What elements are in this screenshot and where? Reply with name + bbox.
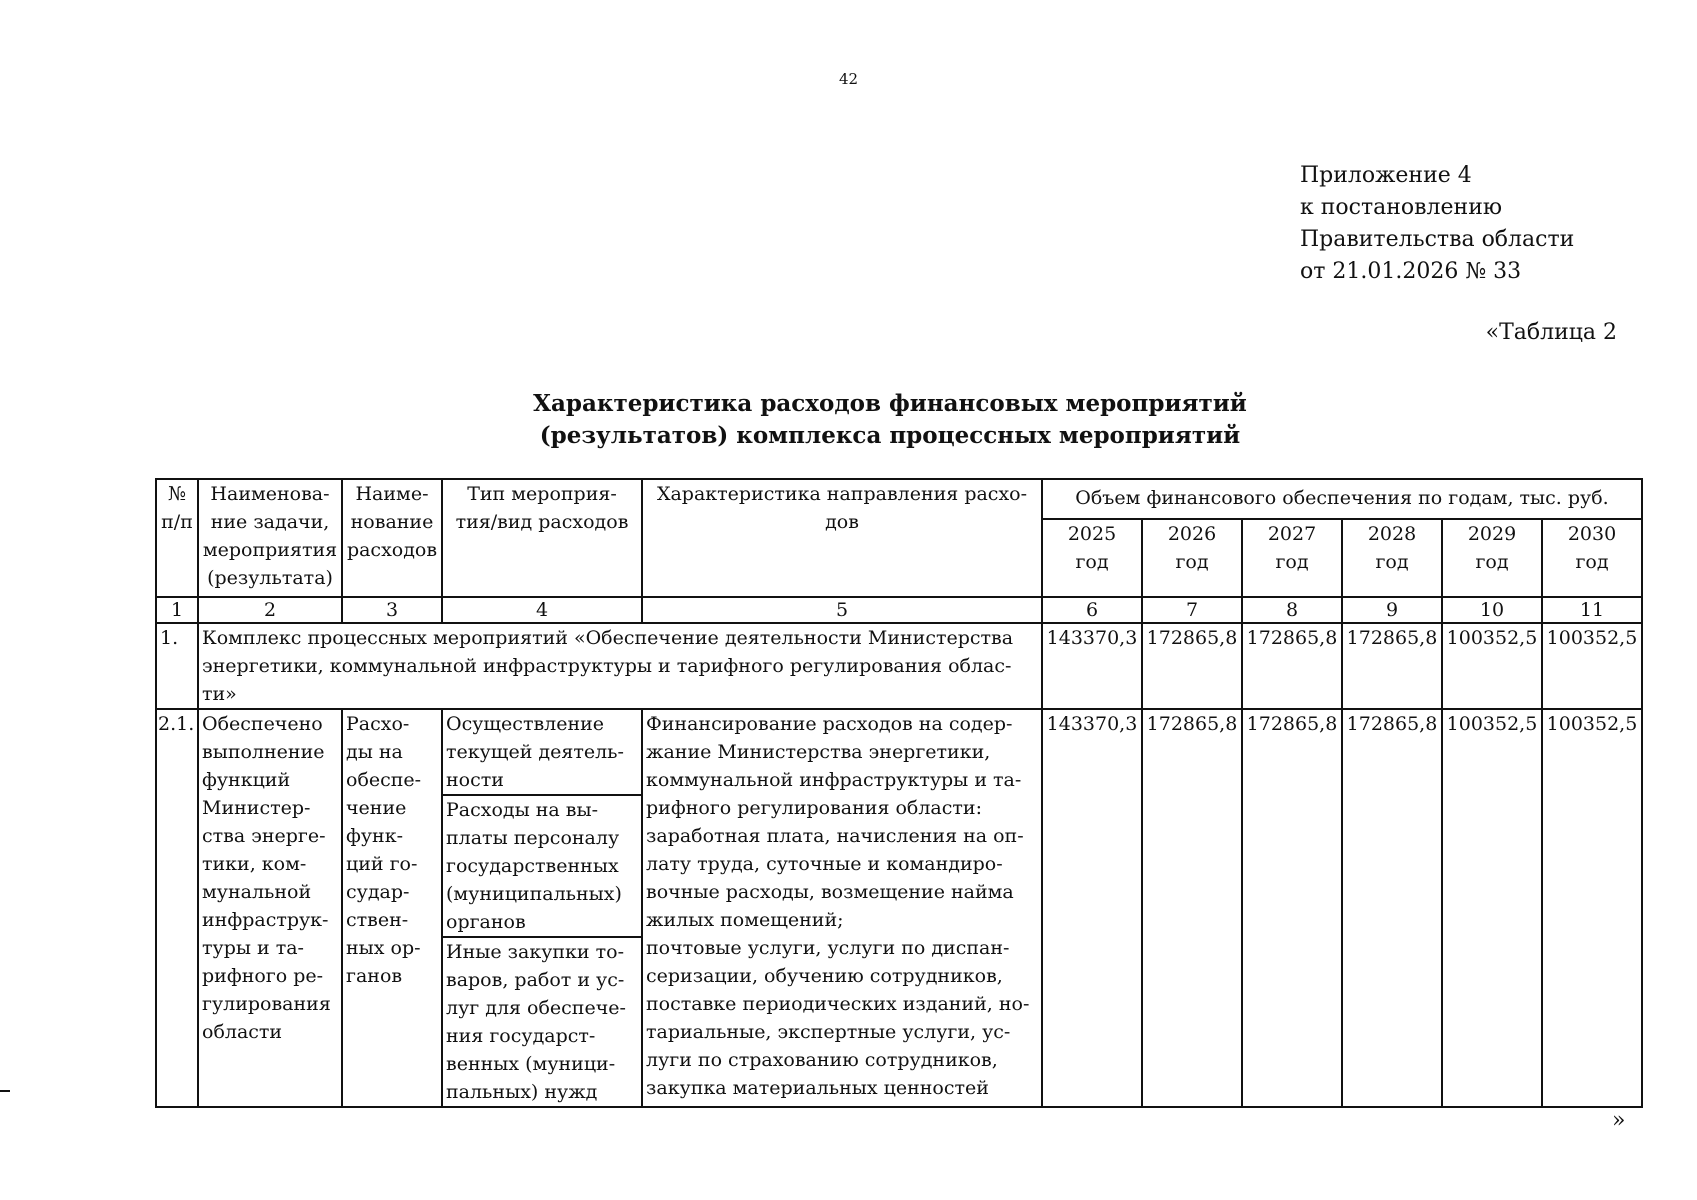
column-number: 2 (198, 597, 342, 623)
expense-characteristic: Финансирование расходов на содер- жание Министерства энергетики, коммунальной инфраструктуры и та- рифного регулирования области: заработная плата, начисления на оп- лату труда, суточные и командиро- вочные расходы, возмещение найма жилых помещений; почтовые услуги, услуги по диспан- серизации, обучению сотрудников, поставке периодических изданий, но- тариальные, экспертные услуги, ус- луги по страхованию сотрудников, закупка материальных ценностей (642, 709, 1042, 1107)
header-characteristic: Характеристика направления расхо- дов (642, 479, 1042, 597)
header-type: Тип мероприя- тия/вид расходов (442, 479, 642, 597)
column-number: 8 (1242, 597, 1342, 623)
header-year: 2025 год (1042, 519, 1142, 597)
table-row-task (156, 709, 1642, 1107)
column-number: 10 (1442, 597, 1542, 623)
value-cell: 100352,5 (1442, 623, 1542, 709)
header-year: 2027 год (1242, 519, 1342, 597)
header-year: 2026 год (1142, 519, 1242, 597)
appendix-block (1300, 160, 1574, 288)
header-expense-name: Наиме- нование расходов (342, 479, 442, 597)
task-name: Обеспечено выполнение функций Министер- ства энерге- тики, ком- мунальной инфраструк- туры и та- рифного ре- гулирования области (198, 709, 342, 1107)
column-number: 4 (442, 597, 642, 623)
column-number-row (156, 597, 1642, 623)
appendix-line: к постановлению (1300, 195, 1503, 220)
appendix-line: Правительства области (1300, 227, 1575, 252)
page-number: 42 (838, 70, 859, 88)
value-cell: 172865,8 (1242, 709, 1342, 1107)
value-cell: 100352,5 (1442, 709, 1542, 1107)
column-number: 6 (1042, 597, 1142, 623)
expense-name: Расхо- ды на обеспе- чение функ- ций го- судар- ствен- ных ор- ганов (342, 709, 442, 1107)
value-cell: 100352,5 (1542, 623, 1642, 709)
column-number: 5 (642, 597, 1042, 623)
column-number: 3 (342, 597, 442, 623)
value-cell: 172865,8 (1142, 623, 1242, 709)
column-number: 9 (1342, 597, 1442, 623)
value-cell: 143370,3 (1042, 623, 1142, 709)
expenses-table (155, 478, 1643, 1108)
header-funding: Объем финансового обеспечения по годам, тыс. руб. (1042, 479, 1642, 519)
expense-type: Иные закупки то- варов, работ и ус- луг для обеспече- ния государст- венных (муници- пальных) нужд (443, 936, 641, 1106)
expense-type: Осуществление текущей деятель- ности (446, 713, 624, 791)
value-cell: 172865,8 (1342, 623, 1442, 709)
row-number: 1. (156, 623, 198, 709)
table-label: «Таблица 2 (1485, 320, 1617, 345)
value-cell: 172865,8 (1142, 709, 1242, 1107)
column-number: 11 (1542, 597, 1642, 623)
header-year: 2030 год (1542, 519, 1642, 597)
value-cell: 143370,3 (1042, 709, 1142, 1107)
value-cell: 100352,5 (1542, 709, 1642, 1107)
title-line-1: Характеристика расходов финансовых мероприятий (533, 390, 1247, 417)
value-cell: 172865,8 (1242, 623, 1342, 709)
table-row-complex (156, 623, 1642, 709)
expense-types (442, 709, 642, 1107)
title-line-2: (результатов) комплекса процессных мероприятий (539, 422, 1241, 449)
margin-mark (0, 1090, 10, 1092)
document-title (0, 388, 1697, 452)
complex-title: Комплекс процессных мероприятий «Обеспечение деятельности Министерства энергетики, коммунальной инфраструктуры и тарифного регулирования облас- ти» (198, 623, 1042, 709)
appendix-line: Приложение 4 (1300, 163, 1472, 188)
header-task: Наименова- ние задачи, мероприятия (результата) (198, 479, 342, 597)
closing-quote: » (1612, 1108, 1626, 1133)
value-cell: 172865,8 (1342, 709, 1442, 1107)
header-year: 2029 год (1442, 519, 1542, 597)
expense-type: Расходы на вы- платы персоналу государственных (муниципальных) органов (443, 794, 641, 936)
header-num: № п/п (156, 479, 198, 597)
column-number: 1 (156, 597, 198, 623)
header-row (156, 479, 1642, 519)
appendix-line: от 21.01.2026 № 33 (1300, 259, 1522, 284)
header-year: 2028 год (1342, 519, 1442, 597)
row-number: 2.1. (156, 709, 198, 1107)
column-number: 7 (1142, 597, 1242, 623)
